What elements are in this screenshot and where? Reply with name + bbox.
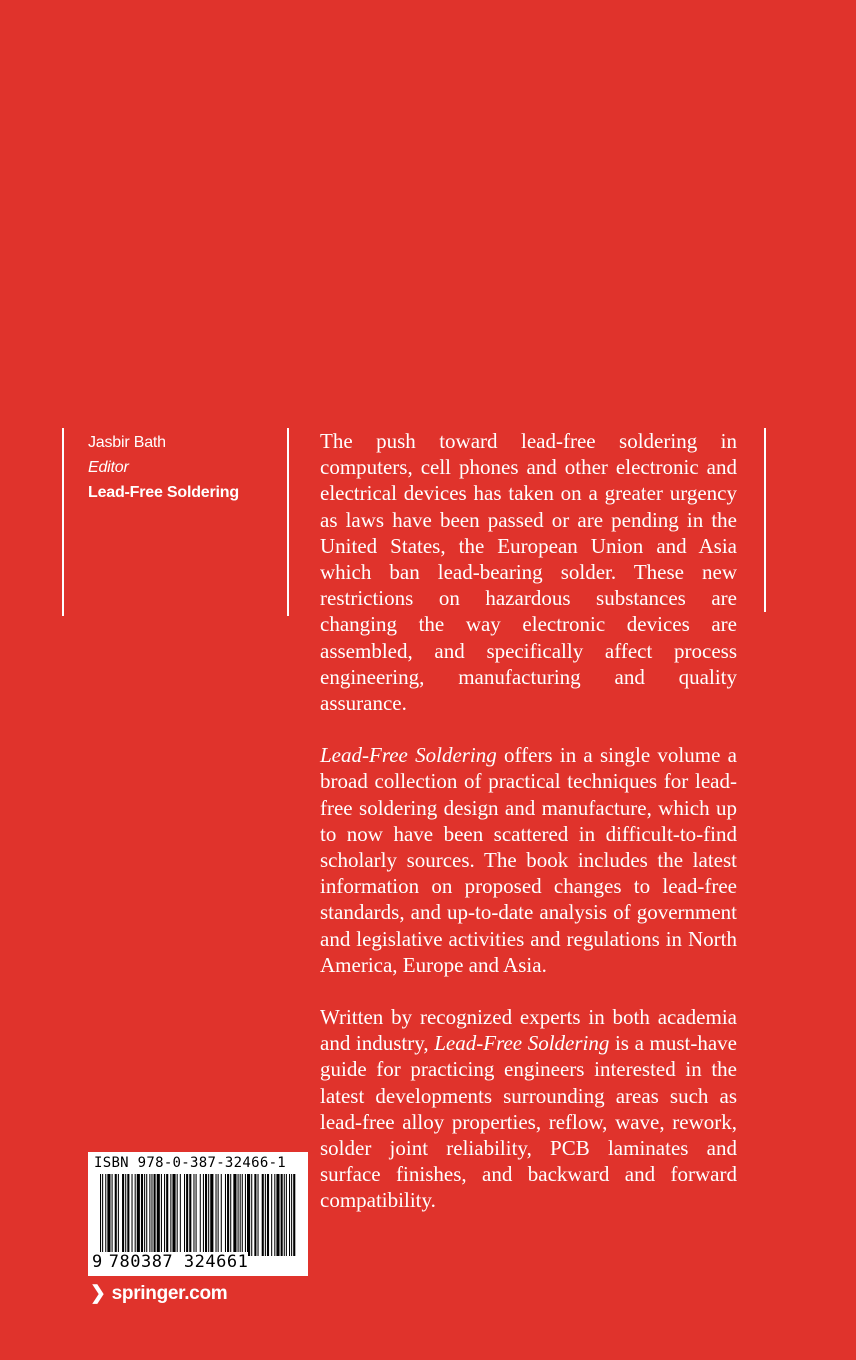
author-role: Editor <box>88 459 129 476</box>
blurb-paragraph-2-title: Lead-Free Soldering <box>320 743 497 768</box>
author-name: Jasbir Bath <box>88 434 166 451</box>
middle-vertical-rule <box>287 428 289 616</box>
blurb <box>320 428 737 1240</box>
blurb-paragraph-3-text: is a must-have guide for practicing engineers interested in the latest developments surrounding areas such as lead-free alloy properties, reflow, wave, rework, solder joint reliability, PCB laminates and surface finishes, and backward and forward compatibility. <box>320 1031 737 1213</box>
blurb-paragraph-1-text: The push toward lead-free soldering in computers, cell phones and other electronic and electrical devices has taken on a greater urgency as laws have been passed or are pending in the United States, the European Union and Asia which ban lead-bearing solder. These new restrictions on hazardous substances are changing the way electronic devices are assembled, and specifically affect process engineering, manufacturing and quality assurance. <box>320 429 737 716</box>
publisher-link[interactable] <box>90 1282 227 1305</box>
chevron-right-icon: ❯ <box>90 1283 106 1304</box>
barcode-digits-group-2: 324661 <box>183 1252 249 1272</box>
right-vertical-rule <box>764 428 766 612</box>
isbn-barcode <box>88 1152 308 1276</box>
blurb-paragraph-3 <box>320 1004 737 1214</box>
blurb-paragraph-3-title: Lead-Free Soldering <box>434 1031 610 1056</box>
publisher-url: springer.com <box>111 1283 228 1304</box>
barcode-digits-group-1: 780387 <box>108 1252 174 1272</box>
barcode-digits <box>92 1252 248 1272</box>
blurb-paragraph-2 <box>320 742 737 978</box>
book-title: Lead-Free Soldering <box>88 484 239 501</box>
blurb-paragraph-2-text: offers in a single volume a broad collection of practical techniques for lead-free soldering design and manufacture, which up to now have been scattered in difficult-to-find scholarly sources. The book includes the latest information on proposed changes to lead-free standards, and up-to-date analysis of government and legislative activities and regulations in North America, Europe and Asia. <box>320 743 737 977</box>
barcode-bars <box>96 1174 300 1256</box>
barcode-lead-digit: 9 <box>92 1252 103 1272</box>
blurb-paragraph-3-start: Written by recognized experts in both academia and industry, <box>320 1005 737 1056</box>
blurb-paragraph-1 <box>320 428 737 716</box>
isbn-label: ISBN 978-0-387-32466-1 <box>94 1155 287 1171</box>
left-vertical-rule <box>62 428 64 616</box>
book-meta <box>88 430 239 505</box>
